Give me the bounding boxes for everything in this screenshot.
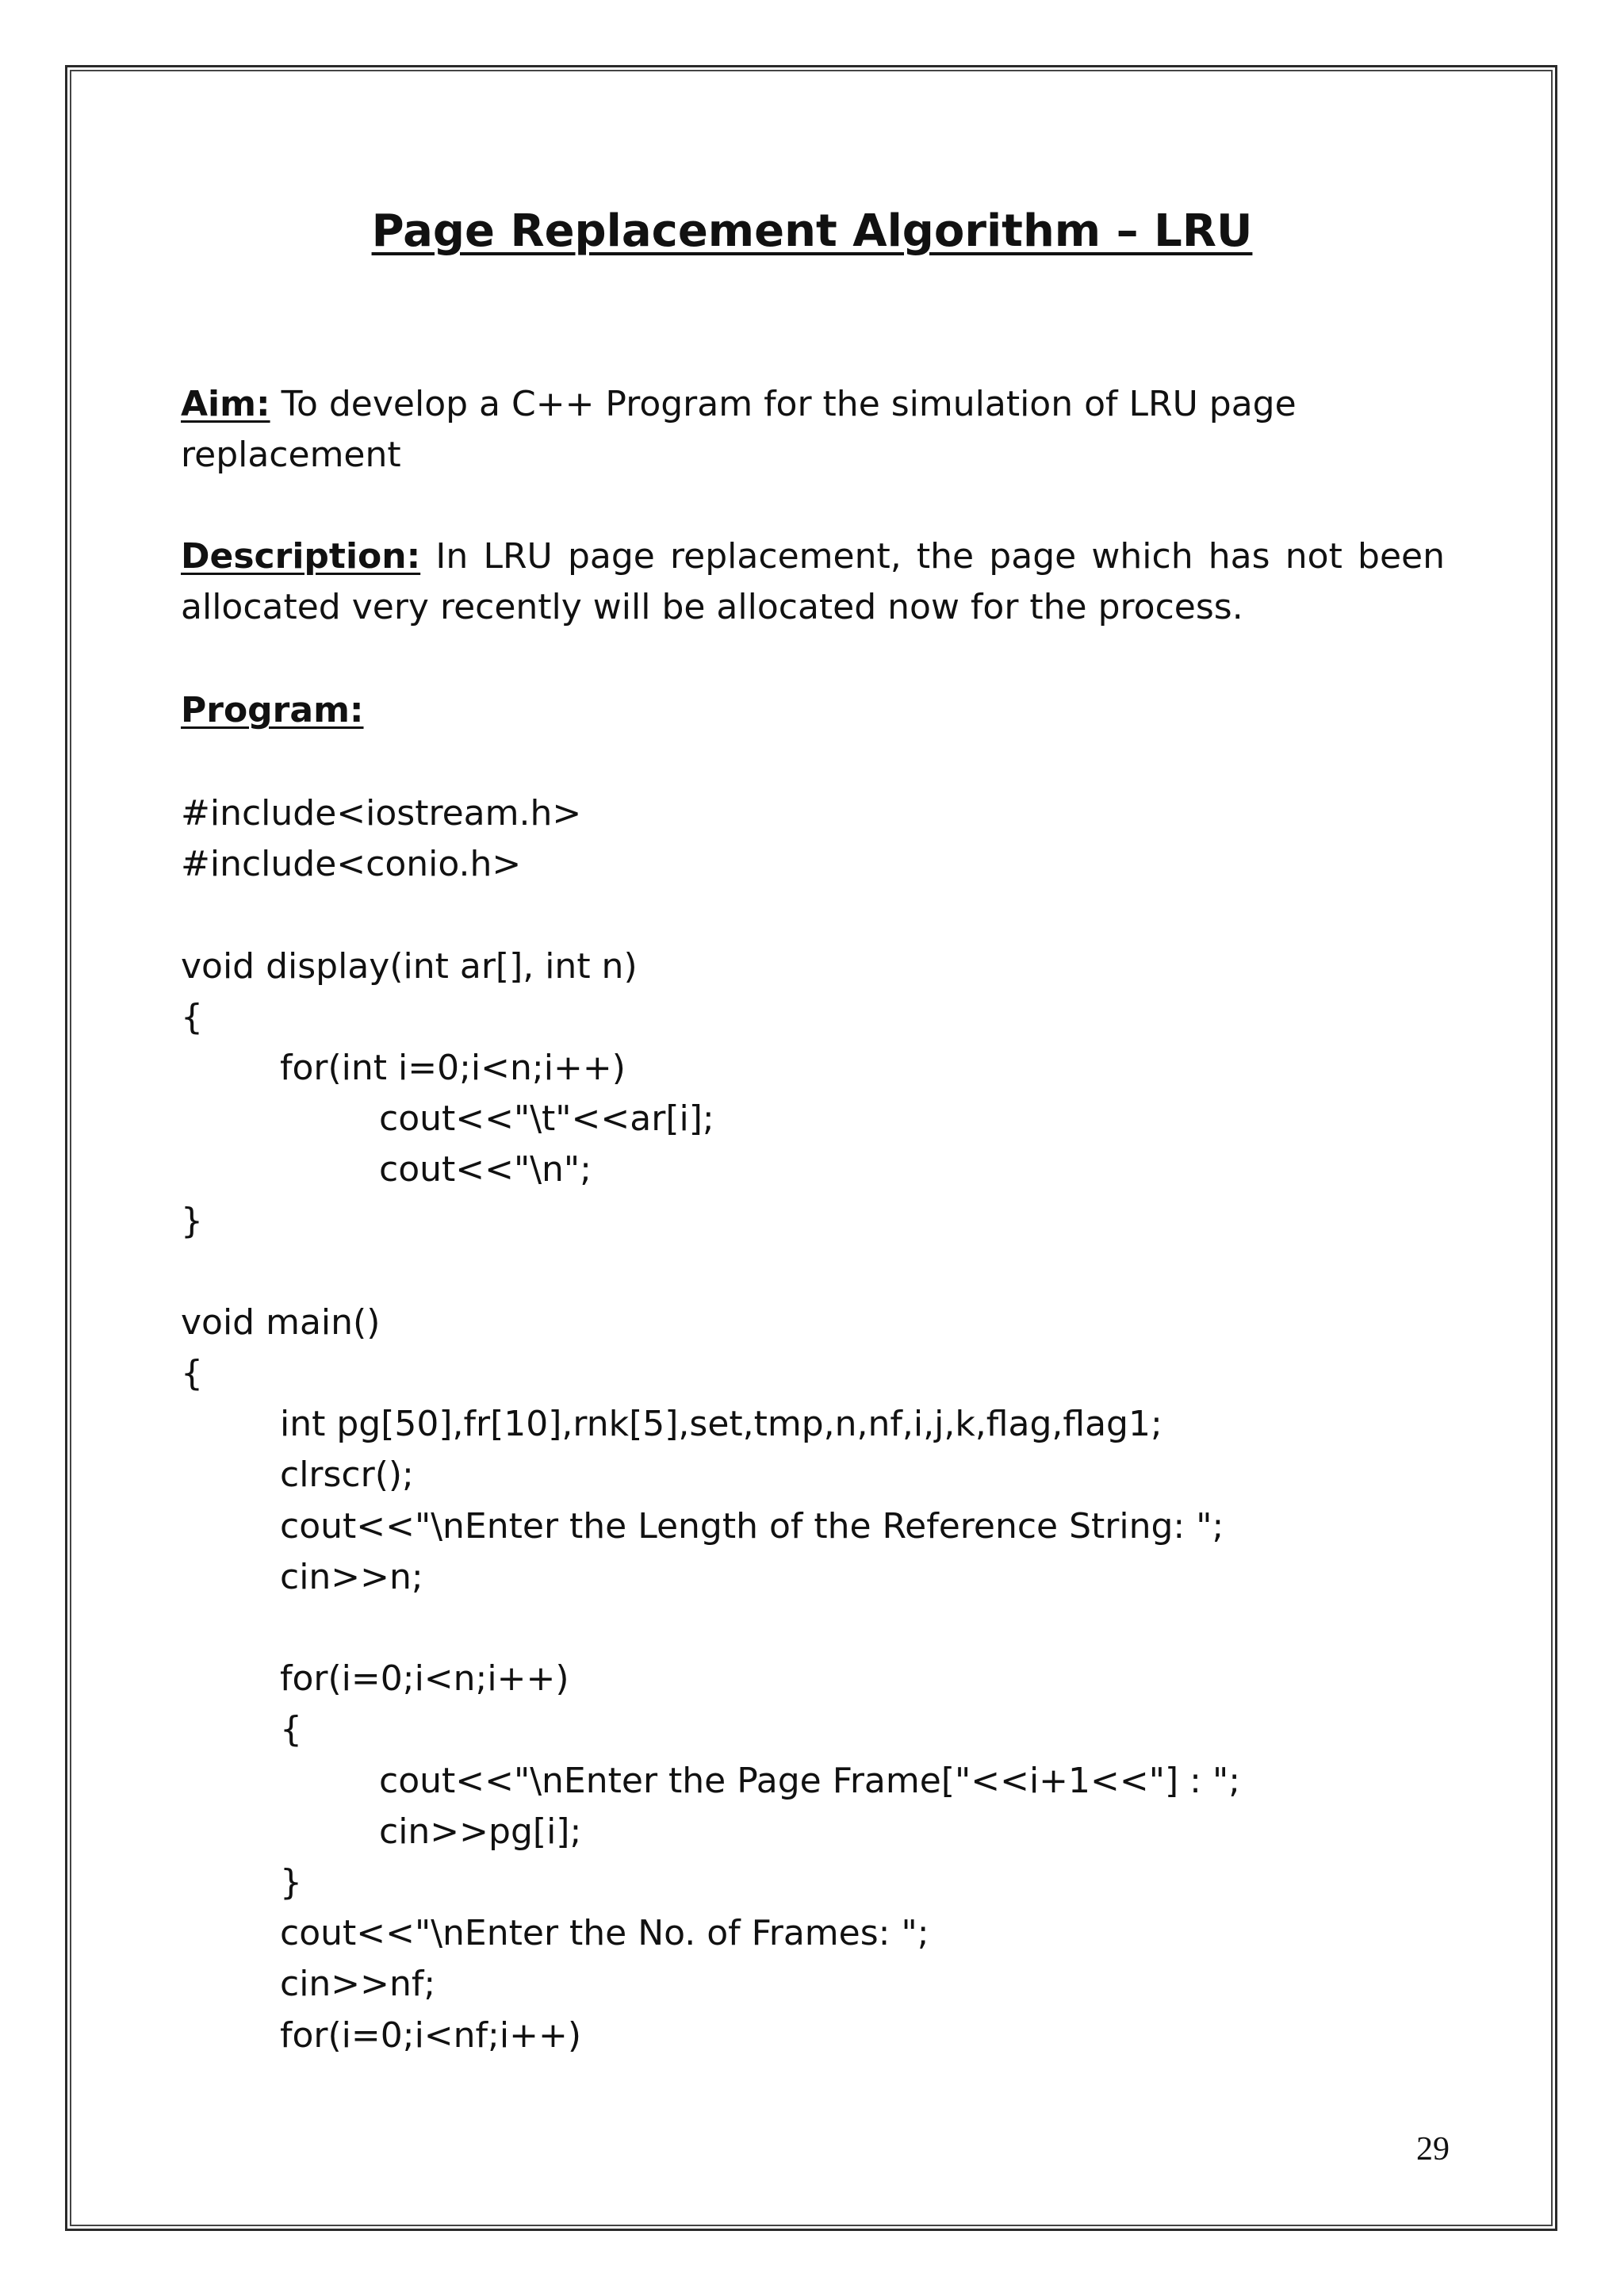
code-line: for(i=0;i<n;i++): [280, 1658, 569, 1700]
code-line: cin>>nf;: [280, 1964, 436, 2005]
aim-line-2: replacement: [181, 435, 401, 475]
code-line: [181, 1247, 1445, 1297]
aim-label: Aim:: [181, 384, 270, 424]
code-line: cout<<"\t"<<ar[i];: [379, 1098, 714, 1140]
code-line: {: [181, 1353, 203, 1394]
code-line: }: [280, 1861, 302, 1903]
code-block: [181, 788, 1445, 2061]
program-heading: [181, 685, 1445, 736]
code-line: #include<iostream.h>: [181, 793, 582, 834]
code-line: cout<<"\nEnter the No. of Frames: ";: [280, 1913, 929, 1954]
description-label: Description:: [181, 536, 421, 577]
description-paragraph: [181, 531, 1445, 633]
code-line: for(int i=0;i<n;i++): [280, 1047, 626, 1088]
code-line: for(i=0;i<nf;i++): [280, 2014, 581, 2056]
code-line: [181, 1603, 1445, 1654]
program-label: Program:: [181, 690, 364, 730]
code-line: int pg[50],fr[10],rnk[5],set,tmp,n,nf,i,j,k,flag,flag1;: [280, 1404, 1162, 1445]
code-line: }: [181, 1200, 203, 1241]
page-title-text: Page Replacement Algorithm – LRU: [371, 205, 1253, 257]
aim-line-1: [181, 379, 1445, 430]
code-line: clrscr();: [280, 1455, 414, 1496]
page-title: [0, 200, 1624, 263]
code-line: cin>>n;: [280, 1556, 423, 1597]
code-line: {: [181, 996, 203, 1037]
aim-text: To develop a C++ Program for the simulation of LRU page: [270, 384, 1297, 424]
code-line: #include<conio.h>: [181, 844, 522, 885]
code-line: void main(): [181, 1301, 381, 1343]
code-line: cout<<"\nEnter the Length of the Reference String: ";: [280, 1505, 1224, 1547]
code-line: [181, 890, 1445, 941]
page-number: 29: [1416, 2131, 1450, 2168]
code-line: void display(int ar[], int n): [181, 945, 638, 987]
code-line: {: [280, 1709, 302, 1750]
code-line: cout<<"\nEnter the Page Frame["<<i+1<<"] : ";: [379, 1760, 1241, 1801]
description-text: In LRU page replacement, the page which has not been allocated very recently will be allocated now for the process.: [181, 536, 1445, 627]
code-line: cout<<"\n";: [379, 1149, 592, 1190]
code-line: cin>>pg[i];: [379, 1811, 582, 1852]
